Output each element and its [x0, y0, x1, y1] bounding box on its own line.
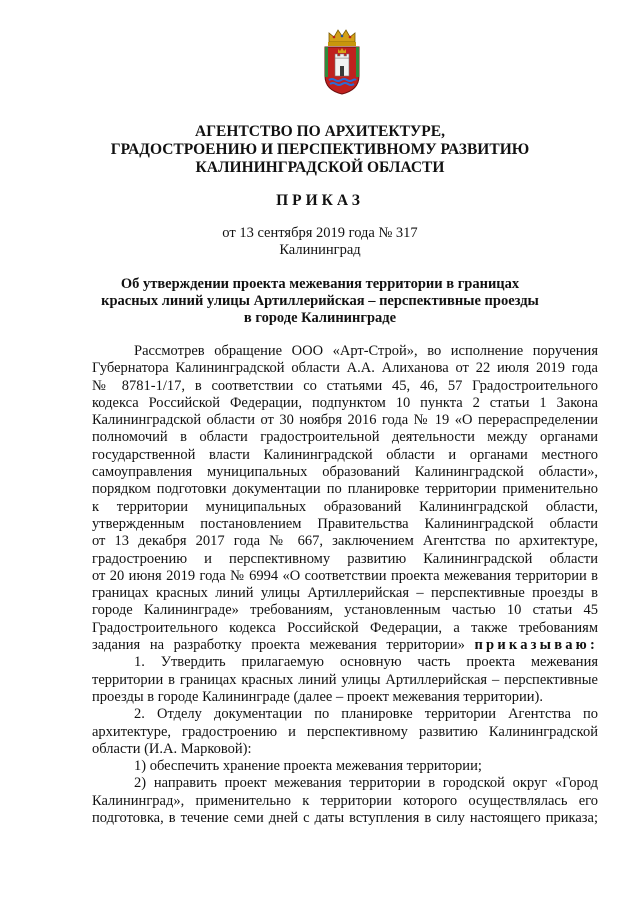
body-line: архитектуре, градостроению и перспективному развитию Калининградской: [92, 723, 598, 740]
body-line: 1. Утвердить прилагаемую основную часть проекта межевания: [134, 654, 598, 671]
document-city: Калининград: [279, 242, 361, 258]
subject-line: в городе Калининграде: [243, 310, 397, 326]
body-line: 2) направить проект межевания территории в городской округ «Город: [134, 775, 598, 792]
subject-line: красных линий улицы Артиллерийская – перспективные проезды: [101, 293, 539, 309]
document-subject: [60, 276, 580, 327]
document-date-block: [60, 225, 580, 259]
body-line: 1) обеспечить хранение проекта межевания территории;: [134, 758, 482, 775]
body-line: Калининградской области от 30 ноября 2016 года № 19 «О перераспределении: [92, 412, 598, 429]
body-line: 2. Отделу документации по планировке территории Агентства по: [134, 706, 598, 723]
body-line: № 8781-1/17, в соответствии со статьями 45, 46, 57 Градостроительного: [92, 377, 598, 394]
body-line: Градостроительного кодекса Российской Федерации, а также требованиям: [92, 619, 598, 636]
body-line: к территории муниципальных образований Калининградской области,: [92, 498, 598, 515]
body-line: самоуправления муниципальных образований Калининградской области»,: [92, 464, 598, 481]
agency-line: КАЛИНИНГРАДСКОЙ ОБЛАСТИ: [195, 159, 445, 176]
body-line: кодекса Российской Федерации, подпунктом 10 пункта 2 статьи 1 Закона: [92, 394, 598, 411]
body-line: утвержденным постановлением Правительства Калининградской области: [92, 515, 598, 532]
body-line: Губернатора Калининградской области А.А. Алиханова от 22 июля 2019 года: [92, 360, 598, 377]
body-line: полномочий в области градостроительной деятельности между органами: [92, 429, 598, 446]
body-line: подготовка, в течение семи дней с даты вступления в силу настоящего приказа;: [92, 810, 598, 827]
order-word: приказываю:: [474, 637, 598, 654]
document-type: ПРИКАЗ: [276, 192, 364, 209]
subject-line: Об утверждении проекта межевания территории в границах: [120, 276, 520, 292]
body-line: порядком подготовки документации по планировке территории применительно: [92, 481, 598, 498]
body-line-text: задания на разработку проекта межевания территории»: [92, 637, 465, 654]
body-line: Рассмотрев обращение ООО «Арт-Строй», во исполнение поручения: [134, 343, 598, 359]
kaliningrad-coat-of-arms-icon: [321, 28, 363, 96]
body-line: от 20 июня 2019 года № 6994 «О соответствии проекта межевания территории в: [92, 567, 598, 584]
document-date: от 13 сентября 2019 года № 317: [222, 225, 418, 241]
body-line: от 13 декабря 2017 года № 667, заключением Агентства по архитектуре,: [92, 533, 598, 550]
body-line: градостроению и перспективному развитию Калининградской области: [92, 550, 598, 567]
body-line-order: [92, 637, 598, 654]
body-line: проезды в городе Калининграде (далее – проект межевания территории).: [92, 688, 543, 705]
agency-line: ГРАДОСТРОЕНИЮ И ПЕРСПЕКТИВНОМУ РАЗВИТИЮ: [110, 141, 530, 158]
body-line: государственной власти Калининградской области и органами местного: [92, 446, 598, 463]
body-line: границах красных линий улицы Артиллерийская – перспективные проезды в: [92, 585, 598, 602]
document-body: [92, 343, 598, 827]
agency-name: [60, 123, 580, 177]
body-line: территории в границах красных линий улицы Артиллерийская – перспективные: [92, 671, 598, 688]
body-line: городе Калининграде» требованиям, установленным частью 10 статьи 45: [92, 602, 598, 619]
agency-line: АГЕНТСТВО ПО АРХИТЕКТУРЕ,: [195, 123, 445, 140]
body-line: области (И.А. Марковой):: [92, 740, 252, 757]
body-line: Калининград», применительно к территории которого осуществлялась его: [92, 792, 598, 809]
